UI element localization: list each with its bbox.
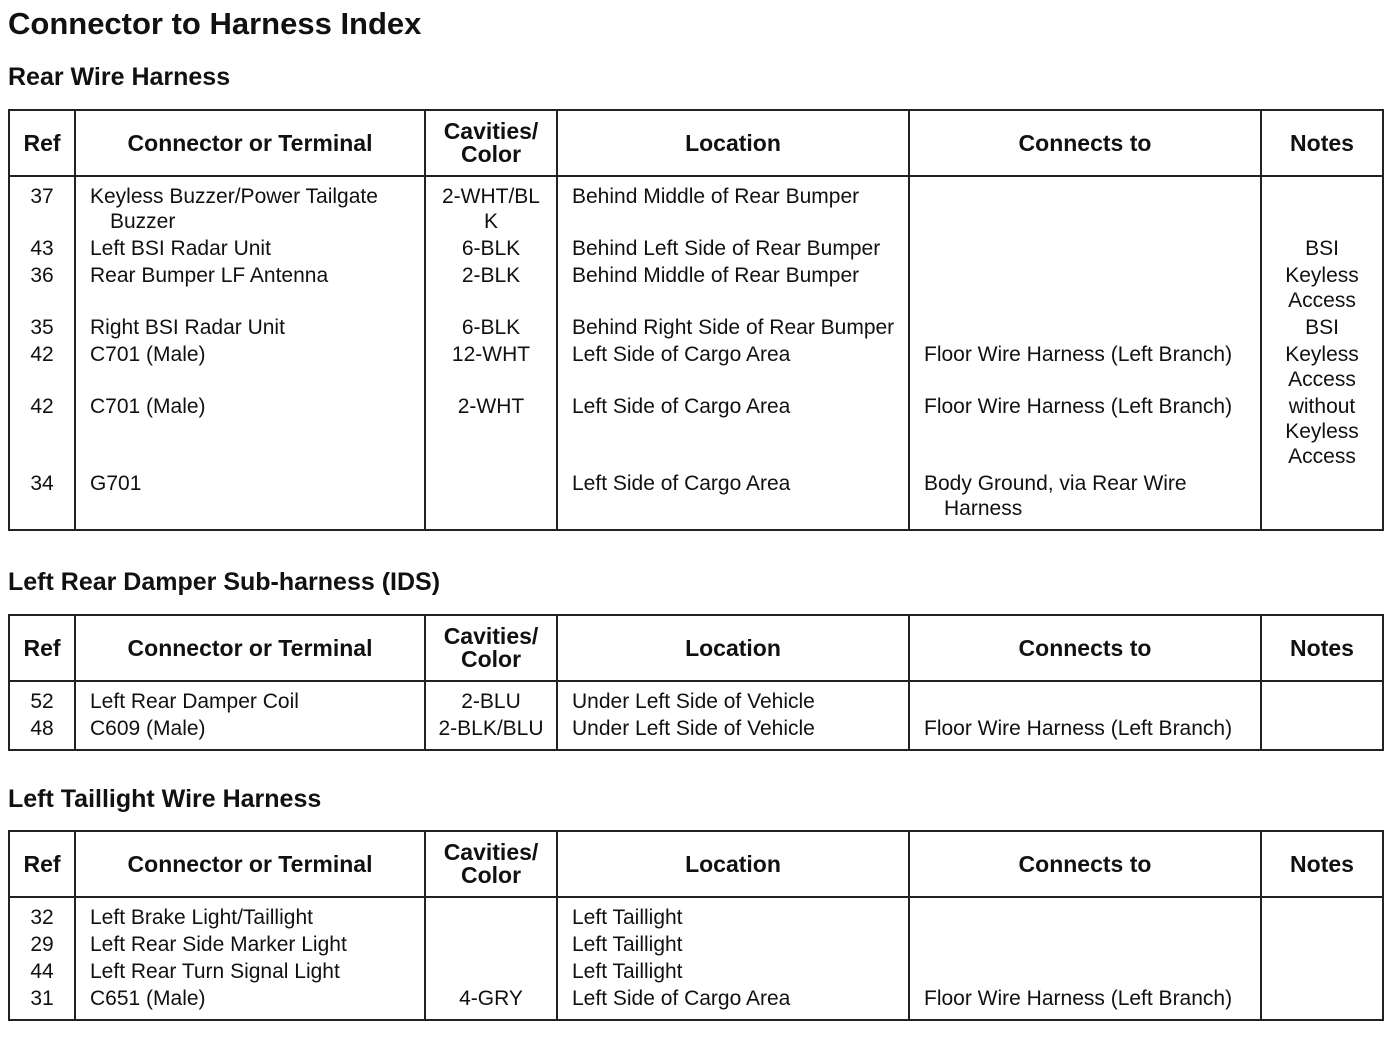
header-connector: Connector or Terminal [75, 110, 425, 176]
header-cavities: Cavities/ Color [425, 110, 557, 176]
table-row [9, 714, 1383, 750]
table-row [9, 392, 1383, 469]
cell-connects-to: Floor Wire Harness (Left Branch) [909, 984, 1261, 1020]
header-connects-to: Connects to [909, 831, 1261, 897]
cell-connects-to [909, 681, 1261, 714]
cell-ref: 43 [9, 234, 75, 261]
cell-connects-to: Floor Wire Harness (Left Branch) [909, 714, 1261, 750]
table-header-row [9, 831, 1383, 897]
table-row [9, 340, 1383, 392]
cell-connector: C701 (Male) [75, 392, 425, 469]
header-cavities: Cavities/ Color [425, 831, 557, 897]
cell-notes: BSI [1261, 313, 1383, 340]
notes-text: without [1288, 395, 1356, 418]
header-notes: Notes [1261, 615, 1383, 681]
connects-text: Body Ground, via Rear Wire [924, 472, 1187, 495]
cell-connects-to: Floor Wire Harness (Left Branch) [909, 340, 1261, 392]
cell-notes [1261, 176, 1383, 234]
cell-ref: 52 [9, 681, 75, 714]
cell-cavities: 2-WHT [425, 392, 557, 469]
cell-notes [1261, 930, 1383, 957]
cell-cavities: 6-BLK [425, 313, 557, 340]
cell-ref: 29 [9, 930, 75, 957]
cell-ref: 34 [9, 469, 75, 530]
cell-notes: BSI [1261, 234, 1383, 261]
cell-notes [1261, 392, 1383, 469]
notes-text-cont: Access [1288, 368, 1356, 391]
cell-connector: Left Rear Damper Coil [75, 681, 425, 714]
section-title-left-taillight: Left Taillight Wire Harness [8, 785, 322, 813]
cell-location: Behind Left Side of Rear Bumper [557, 234, 909, 261]
cell-cavities: 2-BLK/BLU [425, 714, 557, 750]
header-location: Location [557, 615, 909, 681]
cell-cavities: 6-BLK [425, 234, 557, 261]
cell-cavities [425, 957, 557, 984]
cell-ref: 42 [9, 392, 75, 469]
notes-text: Keyless [1285, 343, 1359, 366]
cell-ref: 44 [9, 957, 75, 984]
header-ref: Ref [9, 831, 75, 897]
cell-location: Behind Middle of Rear Bumper [557, 261, 909, 313]
cell-location: Left Taillight [557, 930, 909, 957]
table-header-row [9, 615, 1383, 681]
cell-cavities: 12-WHT [425, 340, 557, 392]
cell-connects-to [909, 176, 1261, 234]
cell-notes [1261, 714, 1383, 750]
table-row [9, 261, 1383, 313]
page-title: Connector to Harness Index [8, 6, 422, 41]
cell-location: Left Side of Cargo Area [557, 392, 909, 469]
cavities-text: 2-WHT/BL [441, 185, 540, 208]
header-connector: Connector or Terminal [75, 615, 425, 681]
cell-ref: 42 [9, 340, 75, 392]
header-location: Location [557, 110, 909, 176]
cell-notes [1261, 957, 1383, 984]
table-header-row [9, 110, 1383, 176]
cell-notes [1261, 340, 1383, 392]
cell-connector: C609 (Male) [75, 714, 425, 750]
cell-location: Left Side of Cargo Area [557, 340, 909, 392]
table-row [9, 930, 1383, 957]
cell-ref: 31 [9, 984, 75, 1020]
cell-connector: C651 (Male) [75, 984, 425, 1020]
cell-cavities: 2-BLK [425, 261, 557, 313]
header-ref: Ref [9, 110, 75, 176]
cell-connects-to: Floor Wire Harness (Left Branch) [909, 392, 1261, 469]
section-title-left-rear-damper: Left Rear Damper Sub-harness (IDS) [8, 568, 441, 596]
connector-text-cont: Buzzer [110, 210, 176, 233]
cell-connects-to [909, 957, 1261, 984]
cell-location: Left Taillight [557, 897, 909, 930]
header-connects-to: Connects to [909, 615, 1261, 681]
cell-location: Behind Right Side of Rear Bumper [557, 313, 909, 340]
cell-connects-to [909, 313, 1261, 340]
table-row [9, 176, 1383, 234]
cell-connector: Left Rear Side Marker Light [75, 930, 425, 957]
cell-location: Left Side of Cargo Area [557, 984, 909, 1020]
cell-connector: Rear Bumper LF Antenna [75, 261, 425, 313]
cell-location: Under Left Side of Vehicle [557, 681, 909, 714]
table-row [9, 681, 1383, 714]
header-location: Location [557, 831, 909, 897]
cell-location: Behind Middle of Rear Bumper [557, 176, 909, 234]
cell-connector: Left Brake Light/Taillight [75, 897, 425, 930]
notes-text-cont: Access [1288, 289, 1356, 312]
header-connector: Connector or Terminal [75, 831, 425, 897]
header-ref: Ref [9, 615, 75, 681]
cell-location: Under Left Side of Vehicle [557, 714, 909, 750]
section-title-rear-wire-harness: Rear Wire Harness [8, 63, 231, 91]
connector-text: Keyless Buzzer/Power Tailgate [90, 185, 378, 208]
cell-connector: Right BSI Radar Unit [75, 313, 425, 340]
cell-ref: 48 [9, 714, 75, 750]
cell-cavities [425, 897, 557, 930]
cell-cavities: 4-GRY [425, 984, 557, 1020]
left-taillight-table [8, 830, 1384, 1021]
table-row [9, 469, 1383, 530]
cell-cavities [425, 930, 557, 957]
cell-notes [1261, 469, 1383, 530]
cell-connects-to [909, 930, 1261, 957]
cell-notes [1261, 681, 1383, 714]
table-row [9, 984, 1383, 1020]
cell-location: Left Taillight [557, 957, 909, 984]
notes-text: Keyless [1285, 264, 1359, 287]
table-row [9, 957, 1383, 984]
cell-connector: G701 [75, 469, 425, 530]
cell-connects-to [909, 469, 1261, 530]
header-connects-to: Connects to [909, 110, 1261, 176]
rear-wire-harness-table [8, 109, 1384, 531]
table-row [9, 313, 1383, 340]
cell-ref: 32 [9, 897, 75, 930]
cell-ref: 35 [9, 313, 75, 340]
cell-connects-to [909, 234, 1261, 261]
header-cavities: Cavities/ Color [425, 615, 557, 681]
cell-connects-to [909, 897, 1261, 930]
notes-text-cont2: Access [1288, 445, 1356, 468]
cell-connector: C701 (Male) [75, 340, 425, 392]
cell-cavities [425, 176, 557, 234]
cavities-text-cont: K [483, 210, 498, 233]
cell-connector: Left BSI Radar Unit [75, 234, 425, 261]
cell-ref: 37 [9, 176, 75, 234]
cell-location: Left Side of Cargo Area [557, 469, 909, 530]
cell-connector: Left Rear Turn Signal Light [75, 957, 425, 984]
header-notes: Notes [1261, 110, 1383, 176]
cell-notes [1261, 984, 1383, 1020]
cell-notes [1261, 897, 1383, 930]
cell-connector [75, 176, 425, 234]
connects-text-cont: Harness [944, 497, 1023, 520]
cell-ref: 36 [9, 261, 75, 313]
cell-connects-to [909, 261, 1261, 313]
notes-text-cont: Keyless [1285, 420, 1359, 443]
table-row [9, 234, 1383, 261]
header-notes: Notes [1261, 831, 1383, 897]
cell-notes [1261, 261, 1383, 313]
left-rear-damper-table [8, 614, 1384, 751]
table-row [9, 897, 1383, 930]
cell-cavities: 2-BLU [425, 681, 557, 714]
cell-cavities [425, 469, 557, 530]
